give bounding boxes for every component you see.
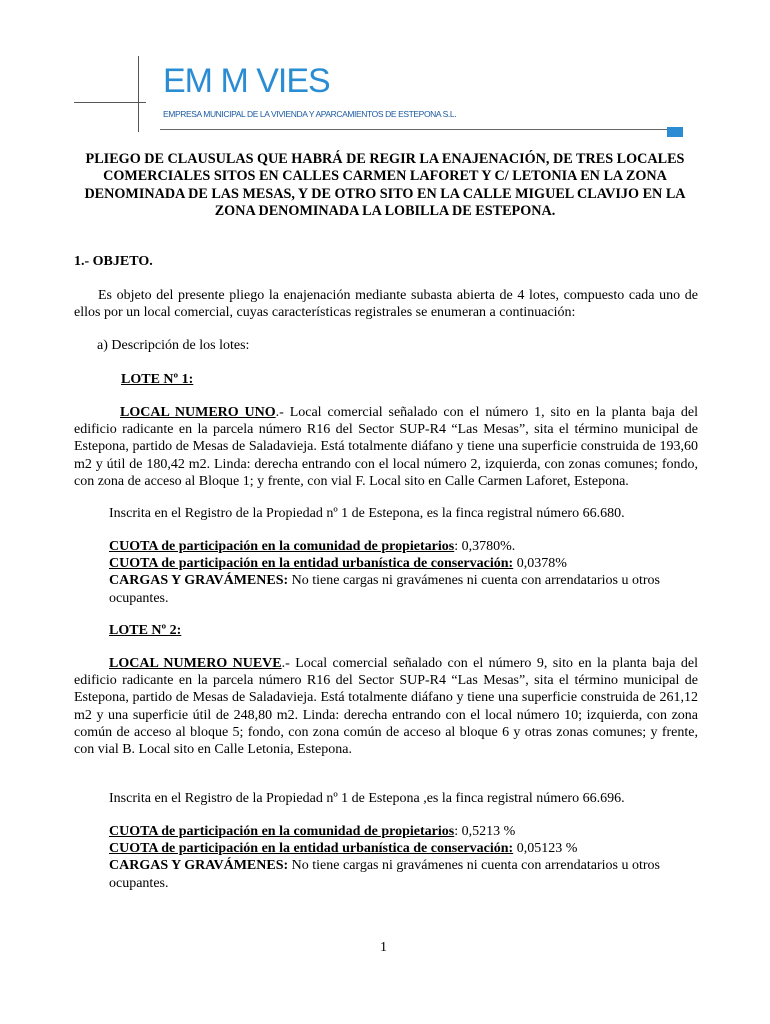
document-title: PLIEGO DE CLAUSULAS QUE HABRÁ DE REGIR LA ENAJENACIÓN, DE TRES LOCALES COMERCIALES SITOS EN CALLES CARMEN LAFORET Y C/ LETONIA EN LA ZONA DENOMINADA DE LAS MESAS, Y DE OTRO SITO EN LA CALLE MIGUEL CLAVIJO EN LA ZONA DENOMINADA LA LOBILLA DE ESTEPONA. [84, 151, 686, 219]
lote1-cuota2 [109, 555, 699, 572]
lote1-details [109, 538, 699, 607]
lote2-cuota2-label: CUOTA de participación en la entidad urbanística de conservación: [109, 841, 514, 857]
lote2-cuota2-value: 0,05123 % [513, 841, 578, 857]
lote1-cargas [109, 572, 699, 606]
company-name: EMPRESA MUNICIPAL DE LA VIVIENDA Y APARCAMIENTOS DE ESTEPONA S.L. [163, 109, 457, 119]
lote1-cuota1-label: CUOTA de participación en la comunidad de propietarios [109, 539, 455, 554]
lote1-local-label: LOCAL NUMERO UNO [120, 405, 276, 420]
lote2-description [74, 655, 698, 758]
item-a: a) Descripción de los lotes: [97, 338, 250, 353]
header-right-rule [160, 129, 667, 130]
lote1-cargas-label: CARGAS Y GRAVÁMENES: [109, 573, 289, 589]
lote1-cuota2-value: 0,0378% [513, 556, 567, 572]
lote2-cuota1-value: : 0,5213 % [454, 824, 516, 839]
header-vertical-rule [138, 56, 139, 132]
lote1-description-text: .- Local comercial señalado con el número 1, sito en la planta baja del edificio radicante en la parcela número R16 del Sector SUP-R4 “Las Mesas”, sita el término municipal de Estepona, partido de Mesas de Saladavieja. Está totalmente diáfano y tiene una superficie construida de 193,60 m2 y útil de 180,42 m2. Linda: derecha entrando con el local número 2, izquierda, con zonas comunes; fondo, con zona de acceso al Bloque 1; y frente, con vial F. Local sito en Calle Carmen Laforet, Estepona. [74, 405, 698, 489]
lote2-details [109, 823, 699, 892]
lote1-heading: LOTE Nº 1: [121, 372, 194, 387]
lote2-cargas-value: No tiene cargas ni gravámenes ni cuenta con arrendatarios u otros ocupantes. [109, 858, 660, 891]
lote1-cuota2-label: CUOTA de participación en la entidad urbanística de conservación: [109, 556, 514, 572]
lote2-cargas-label: CARGAS Y GRAVÁMENES: [109, 858, 289, 874]
intro-paragraph: Es objeto del presente pliego la enajenación mediante subasta abierta de 4 lotes, compuesto cada uno de ellos por un local comercial, cuyas características registrales se enumeran a continuación: [74, 288, 698, 321]
lote2-heading: LOTE Nº 2: [109, 623, 182, 638]
header-left-rule [74, 102, 146, 103]
company-logo: EM M VIES [163, 62, 330, 100]
lote1-cuota1-value: : 0,3780%. [454, 539, 516, 554]
page-number: 1 [380, 940, 387, 955]
lote2-description-text: .- Local comercial señalado con el número 9, sito en la planta baja del edificio radicante en la parcela número R16 del Sector SUP-R4 “Las Mesas”, sita el término municipal de Estepona, partido de Mesas de Saladavieja. Está totalmente diáfano y tiene una superficie construida de 261,12 m2 y una superficie útil de 248,80 m2. Linda: derecha entrando con el local número 10; izquierda, con zona común de acceso al bloque 5; fondo, con zona común de acceso al bloque 6 y otras zonas comunes; y frente, con vial B. Local sito en Calle Letonia, Estepona. [74, 656, 699, 758]
lote1-cargas-value: No tiene cargas ni gravámenes ni cuenta con arrendatarios u otros ocupantes. [109, 573, 660, 606]
lote2-registro: Inscrita en el Registro de la Propiedad nº 1 de Estepona ,es la finca registral número 66.696. [109, 791, 625, 806]
lote2-cuota2 [109, 840, 699, 857]
lote1-cuota1 [109, 538, 699, 555]
lote2-cuota1-label: CUOTA de participación en la comunidad de propietarios [109, 824, 455, 839]
lote2-local-label: LOCAL NUMERO NUEVE [109, 656, 282, 671]
lote1-description [74, 404, 698, 490]
header-accent-block [667, 127, 683, 137]
section-heading: 1.- OBJETO. [74, 254, 153, 269]
lote1-registro: Inscrita en el Registro de la Propiedad nº 1 de Estepona, es la finca registral número 66.680. [109, 506, 625, 521]
lote2-cargas [109, 857, 699, 891]
lote2-cuota1 [109, 823, 699, 840]
